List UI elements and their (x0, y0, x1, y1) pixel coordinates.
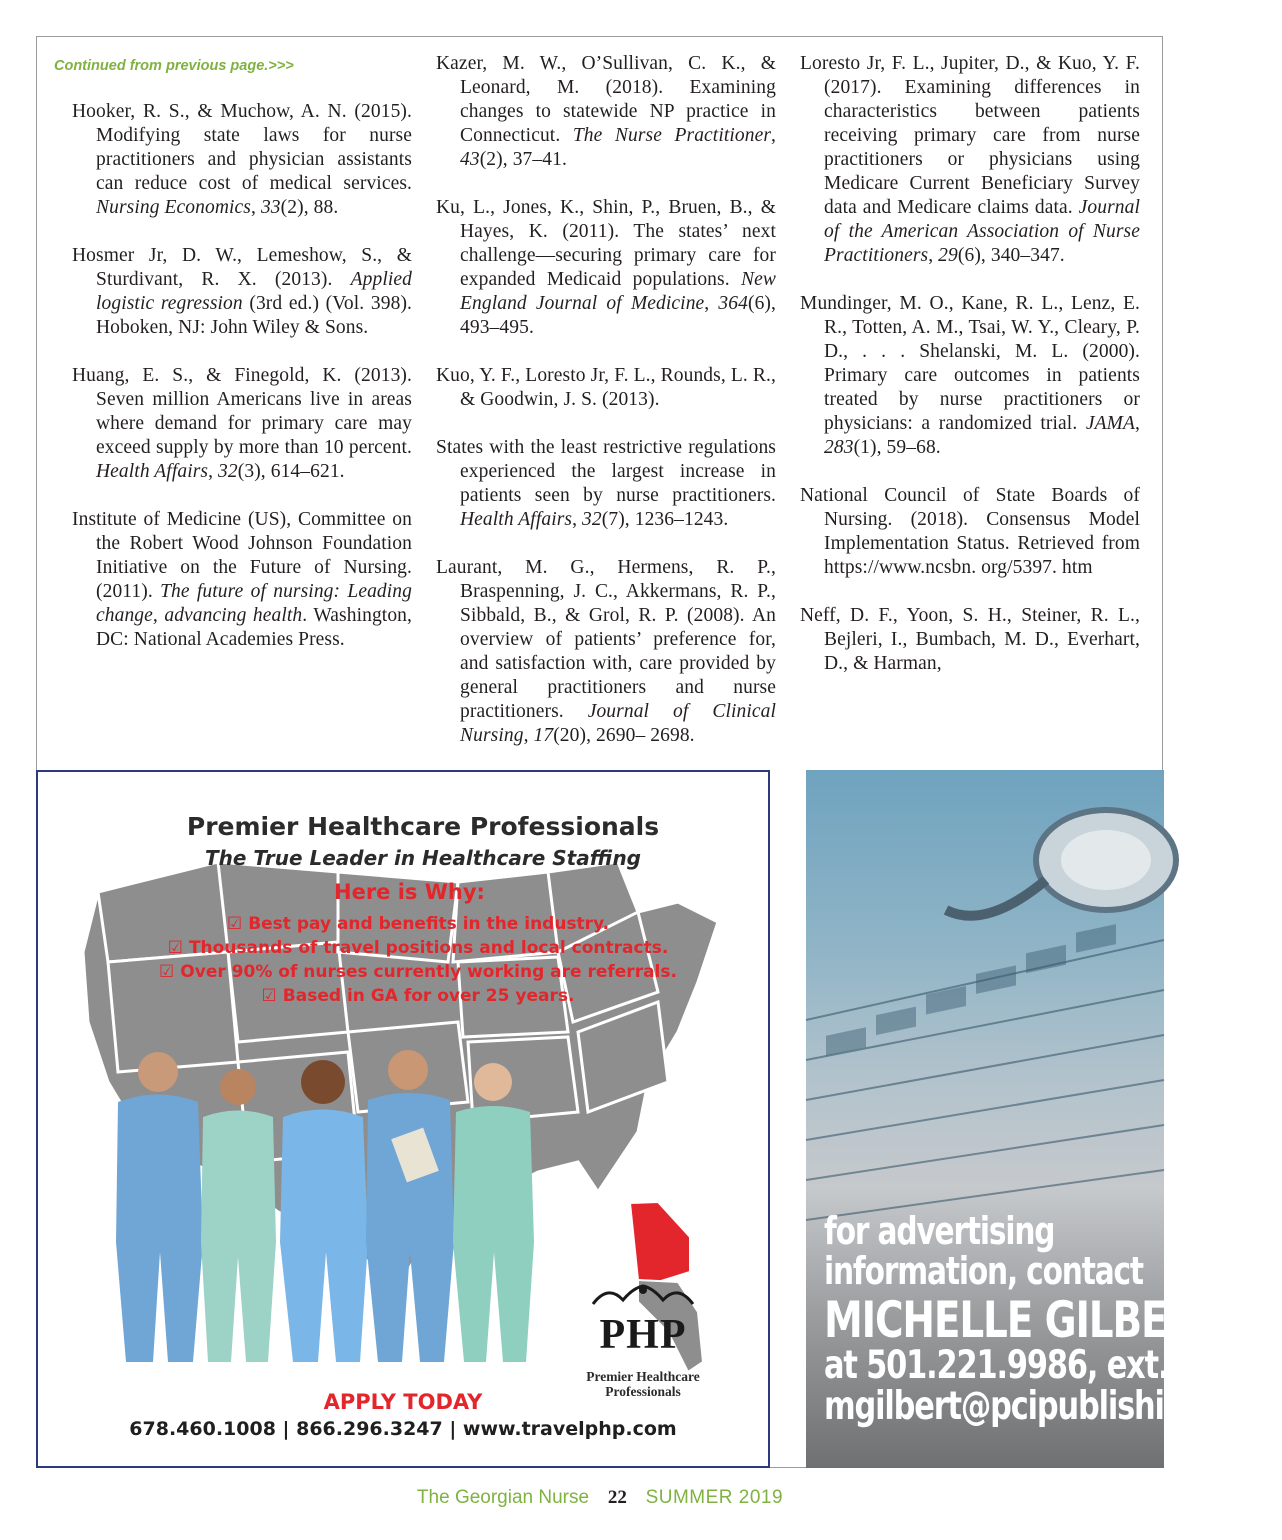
ad-title: Premier Healthcare Professionals (186, 812, 660, 841)
checkbox-icon: ☑ (226, 914, 243, 934)
reference-entry: Kuo, Y. F., Loresto Jr, F. L., Rounds, L. R., & Goodwin, J. S. (2013). (436, 365, 776, 410)
reference-entry: Hosmer Jr, D. W., Lemeshow, S., & Sturdivant, R. X. (2013). Applied logistic regression (3rd ed.) (Vol. 398). Hoboken, NJ: John Wiley & Sons. (72, 245, 413, 338)
reference-entry: Mundinger, M. O., Kane, R. L., Lenz, E. R., Totten, A. M., Tsai, W. Y., Cleary, P. D., . . . Shelanski, M. L. (2000). Primary care outcomes in patients treated by nurse practitioners or physicians: a randomized trial. JAMA, 283(1), 59–68. (800, 293, 1140, 458)
php-letters: PHP (599, 1312, 687, 1358)
reference-entry: Huang, E. S., & Finegold, K. (2013). Seven million Americans live in areas where demand for primary care may exceed supply by more than 10 percent. Health Affairs, 32(3), 614–621. (72, 365, 412, 482)
georgia-highlight (630, 1202, 690, 1282)
reference-entry: Kazer, M. W., O’Sullivan, C. K., & Leonard, M. (2018). Examining changes to statewide NP practice in Connecticut. The Nurse Practitioner, 43(2), 37–41. (436, 53, 777, 170)
reference-entry: Ku, L., Jones, K., Shin, P., Bruen, B., & Hayes, K. (2011). The states’ next challenge—securing primary care for expanded Medicaid populations. New England Journal of Medicine, 364(6), 493–495. (436, 197, 776, 338)
benefit-item: ☑ Over 90% of nurses currently working are referrals. (159, 962, 677, 982)
staffing-advertisement[interactable] (36, 770, 770, 1468)
advertising-contact-text: for advertising information, contact MICHELLE GILBERT at 501.221.9986, ext.120 or mgilbert@pcipublishing.com (824, 1209, 1282, 1430)
nurse-figure-4 (366, 1050, 454, 1362)
checkbox-icon: ☑ (159, 962, 175, 982)
reference-column-2 (436, 52, 776, 772)
continued-note: Continued from previous page.>>> (54, 58, 294, 74)
reference-entry: Hooker, R. S., & Muchow, A. N. (2015). Modifying state laws for nurse practitioners and physician assistants can reduce cost of medical services. Nursing Economics, 33(2), 88. (72, 101, 412, 218)
reference-entry: Institute of Medicine (US), Committee on the Robert Wood Johnson Foundation Initiative on the Future of Nursing. (2011). The future of nursing: Leading change, advancing health. Washington, DC: National Academies Press. (72, 509, 412, 650)
reference-entry: Neff, D. F., Yoon, S. H., Steiner, R. L., Bejleri, I., Bumbach, M. D., Everhart, D., & Harman, (800, 605, 1140, 674)
contact-name: MICHELLE GILBERT (824, 1290, 1220, 1349)
ad-contact-line[interactable]: 678.460.1008 | 866.296.3247 | www.travelphp.com (129, 1418, 677, 1440)
page-footer (0, 1487, 1200, 1509)
ad-benefit-list (138, 912, 698, 1008)
ad-why-heading: Here is Why: (334, 880, 485, 904)
nurse-figure-2 (201, 1069, 276, 1362)
nurses-photo (98, 1042, 578, 1372)
issue-season: SUMMER 2019 (645, 1487, 784, 1508)
nurse-figure-3 (280, 1060, 368, 1362)
benefit-item: ☑ Based in GA for over 25 years. (261, 986, 575, 1006)
checkbox-icon: ☑ (261, 986, 277, 1006)
reference-entry: Laurant, M. G., Hermens, R. P., Braspenning, J. C., Akkermans, R. P., Sibbald, B., & Grol, R. P. (2008). An overview of patients’ preference for, and satisfaction with, care provided by general practitioners and nurse practitioners. Journal of Clinical Nursing, 17(20), 2690– 2698. (436, 557, 776, 746)
reference-column-3 (800, 52, 1140, 700)
php-logo (578, 1282, 708, 1399)
contact-email[interactable]: mgilbert@pcipublishing.com (824, 1384, 1282, 1430)
publication-name: The Georgian Nurse (416, 1487, 590, 1508)
php-company-name: Premier Healthcare Professionals (586, 1369, 700, 1399)
contact-phone[interactable]: at 501.221.9986, ext.120 or (824, 1343, 1272, 1389)
checkbox-icon: ☑ (167, 938, 183, 958)
reference-column-1 (72, 52, 412, 676)
reference-entry: States with the least restrictive regulations experienced the largest increase in patients seen by nurse practitioners. Health Affairs, 32(7), 1236–1243. (436, 437, 776, 530)
reference-entry: National Council of State Boards of Nursing. (2018). Consensus Model Implementation Status. Retrieved from https://www.ncsbn. org/5397. htm (800, 485, 1140, 578)
reference-entry: Loresto Jr, F. L., Jupiter, D., & Kuo, Y. F. (2017). Examining differences in characteristics between patients receiving primary care from nurse practitioners or physicians using Medicare Current Beneficiary Survey data and Medicare claims data. Journal of the American Association of Nurse Practitioners, 29(6), 340–347. (800, 53, 1140, 266)
advertising-contact-box (806, 770, 1282, 1468)
benefit-item: ☑ Best pay and benefits in the industry. (226, 914, 610, 934)
benefit-item: ☑ Thousands of travel positions and local contracts. (167, 938, 669, 958)
nurse-figure-1 (116, 1052, 203, 1362)
crown-ornament-icon (588, 1282, 698, 1308)
apply-today-button[interactable]: APPLY TODAY (323, 1390, 483, 1414)
nurse-figure-5 (453, 1063, 534, 1362)
ad-subtitle: The True Leader in Healthcare Staffing (204, 846, 641, 870)
page-number: 22 (607, 1487, 627, 1508)
